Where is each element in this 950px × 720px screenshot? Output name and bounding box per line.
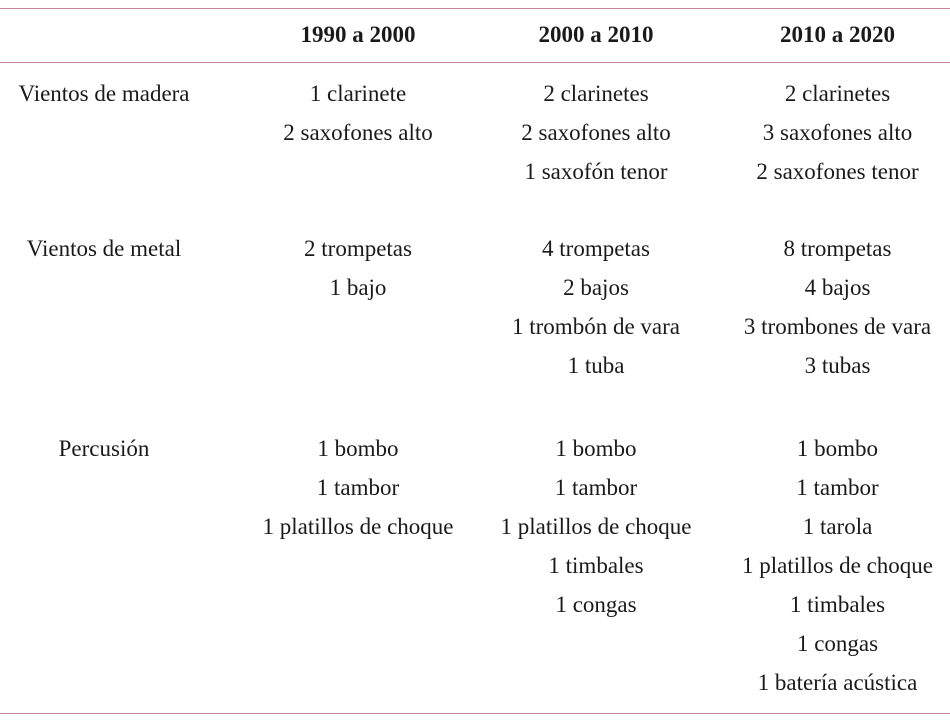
row-label-brass: Vientos de metal: [26, 236, 182, 261]
instrument-entry: 1 saxofón tenor: [524, 159, 668, 184]
instrument-entry: 2 saxofones alto: [283, 120, 433, 145]
instrument-entry: 1 tarola: [802, 514, 873, 539]
instrument-entry: 2 trompetas: [304, 236, 412, 261]
cell-brass-1990: [247, 234, 469, 312]
cell-percussion-1990: [247, 434, 469, 551]
instrument-entry: 1 platillos de choque: [262, 514, 454, 539]
cell-woodwinds-2010: [725, 79, 950, 196]
instrument-entry: 4 trompetas: [542, 236, 650, 261]
cell-woodwinds-2000: [485, 79, 707, 196]
instrument-entry: 1 congas: [555, 592, 637, 617]
instrument-entry: 4 bajos: [804, 275, 871, 300]
instrument-entry: 1 tambor: [316, 475, 400, 500]
cell-brass-2000: [485, 234, 707, 390]
cell-brass-2010: [725, 234, 950, 390]
instrument-entry: 2 saxofones alto: [521, 120, 671, 145]
cell-woodwinds-1990: [247, 79, 469, 157]
instrument-entry: 1 clarinete: [309, 81, 407, 106]
instrument-entry: 1 congas: [796, 631, 879, 656]
instrument-entry: 3 trombones de vara: [743, 314, 932, 339]
instrument-entry: 3 tubas: [804, 353, 871, 378]
instrument-entry: 2 clarinetes: [543, 81, 649, 106]
instrument-entry: 3 saxofones alto: [762, 120, 913, 145]
cell-percussion-2000: [485, 434, 707, 629]
table-header-rule: [0, 62, 950, 63]
instrument-entry: 1 batería acústica: [757, 670, 918, 695]
instrument-entry: 1 tambor: [796, 475, 879, 500]
table-top-rule: [0, 8, 950, 9]
header-2010-2020: 2010 a 2020: [780, 22, 895, 47]
table-bottom-rule: [0, 713, 950, 714]
instrument-entry: 1 bombo: [796, 436, 879, 461]
instrument-entry: 2 saxofones tenor: [756, 159, 919, 184]
instrument-entry: 1 tambor: [554, 475, 638, 500]
instrument-entry: 1 tuba: [567, 353, 625, 378]
instrument-entry: 1 bombo: [317, 436, 399, 461]
instrument-entry: 1 timbales: [548, 553, 644, 578]
row-label-woodwinds: Vientos de madera: [18, 81, 190, 106]
instrument-entry: 1 bajo: [329, 275, 387, 300]
instrument-entry: 1 platillos de choque: [500, 514, 692, 539]
header-1990-2000: 1990 a 2000: [300, 22, 416, 47]
header-2000-2010: 2000 a 2010: [538, 22, 654, 47]
instrument-entry: 2 bajos: [563, 275, 629, 300]
instrument-entry: 1 timbales: [789, 592, 886, 617]
instrument-entry: 2 clarinetes: [784, 81, 891, 106]
cell-percussion-2010: [725, 434, 950, 707]
row-label-percussion: Percusión: [58, 436, 150, 461]
instrument-entry: 8 trompetas: [783, 236, 892, 261]
instrument-entry: 1 bombo: [555, 436, 637, 461]
instrument-entry: 1 trombón de vara: [512, 314, 680, 339]
instrument-entry: 1 platillos de choque: [742, 553, 933, 578]
